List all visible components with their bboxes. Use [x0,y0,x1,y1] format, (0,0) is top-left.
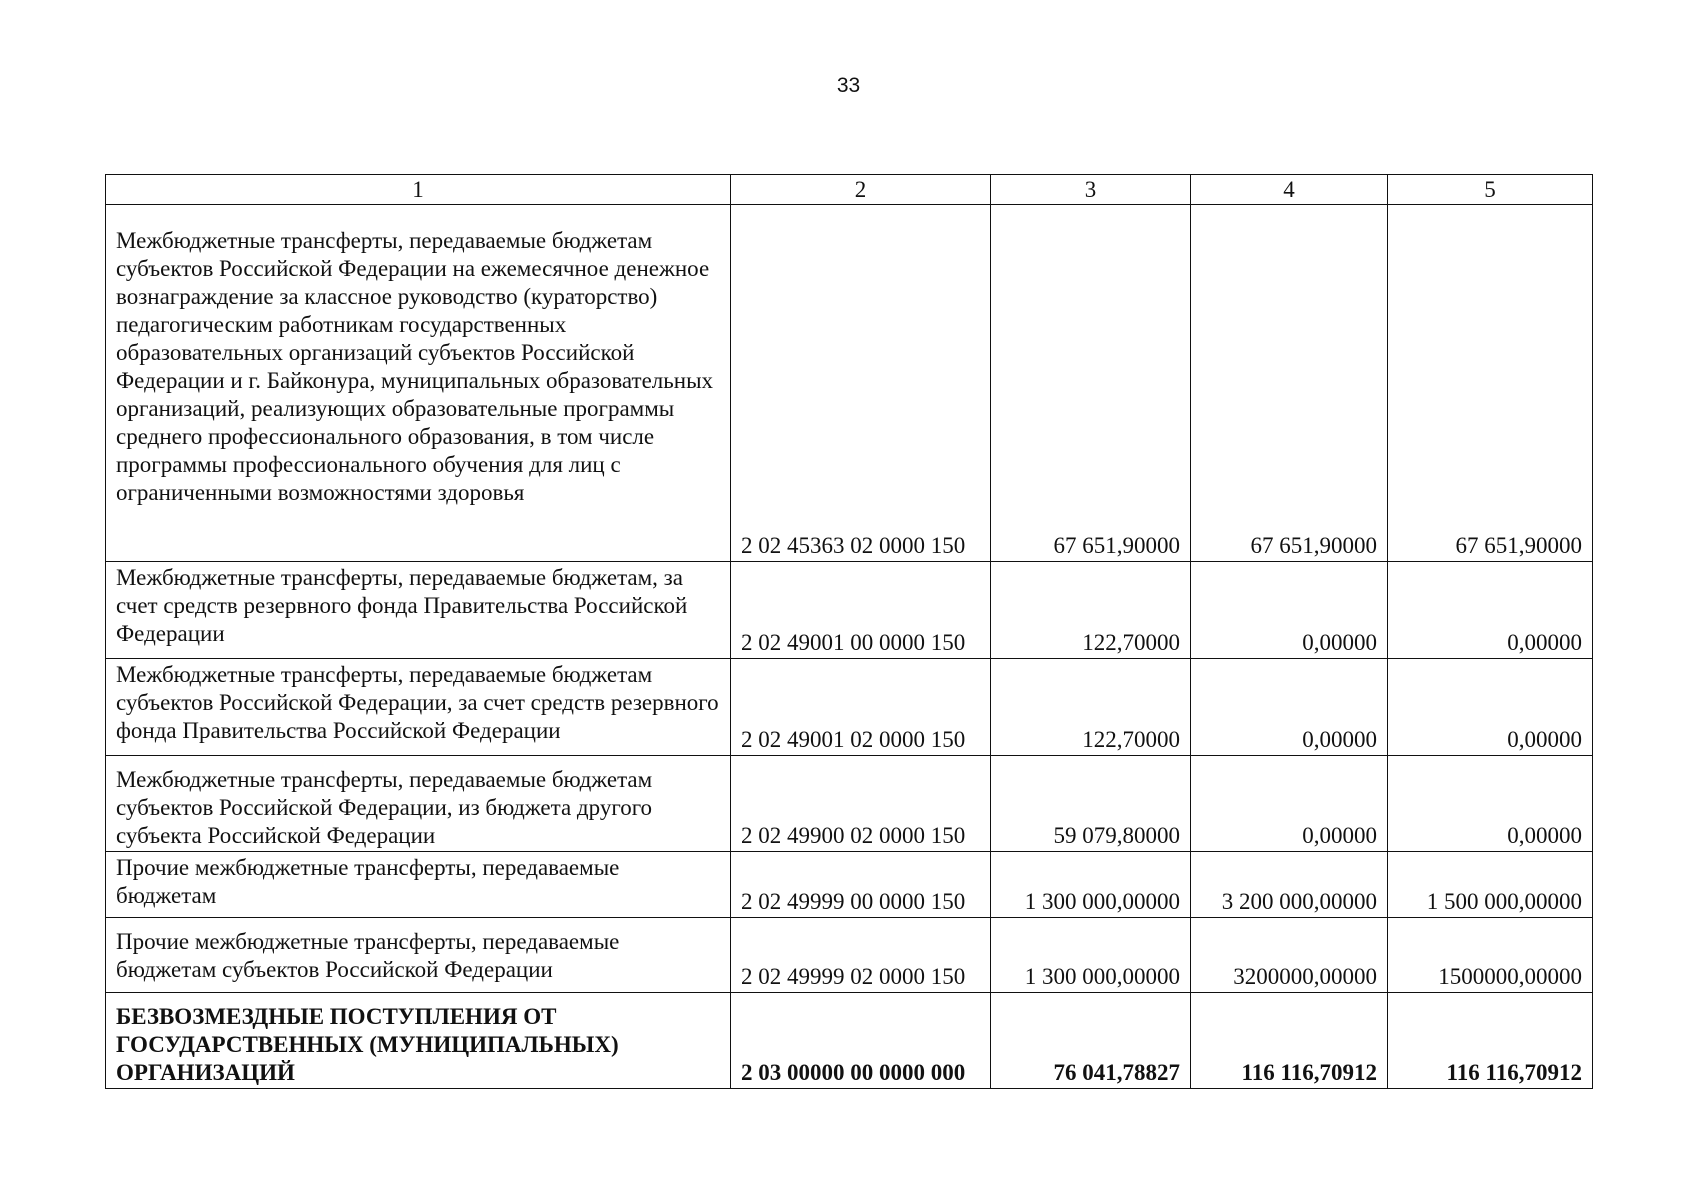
row-name: БЕЗВОЗМЕЗДНЫЕ ПОСТУПЛЕНИЯ ОТ ГОСУДАРСТВЕННЫХ (МУНИЦИПАЛЬНЫХ) ОРГАНИЗАЦИЙ [106,993,731,1089]
row-name: Прочие межбюджетные трансферты, передаваемые бюджетам субъектов Российской Федерации [106,918,731,993]
row-code: 2 02 45363 02 0000 150 [731,205,991,562]
row-name: Межбюджетные трансферты, передаваемые бюджетам субъектов Российской Федерации, из бюджета другого субъекта Российской Федерации [106,756,731,852]
row-value-3: 59 079,80000 [991,756,1191,852]
row-value-3: 76 041,78827 [991,993,1191,1089]
row-value-5: 0,00000 [1388,659,1593,756]
row-value-5: 1500000,00000 [1388,918,1593,993]
row-name: Межбюджетные трансферты, передаваемые бюджетам субъектов Российской Федерации на ежемесячное денежное вознаграждение за классное руководство (кураторство) педагогическим работникам государственных образовательных организаций субъектов Российской Федерации и г. Байконура, муниципальных образовательных организаций, реализующих образовательные программы среднего профессионального образования, в том числе программы профессионального обучения для лиц с ограниченными возможностями здоровья [106,205,731,562]
table-row-total [106,993,1593,1089]
row-value-3: 1 300 000,00000 [991,852,1191,918]
column-header-1: 1 [106,175,731,205]
row-code: 2 02 49999 00 0000 150 [731,852,991,918]
column-header-2: 2 [731,175,991,205]
row-value-5: 1 500 000,00000 [1388,852,1593,918]
row-value-5: 0,00000 [1388,756,1593,852]
table-row [106,205,1593,562]
row-code: 2 02 49001 02 0000 150 [731,659,991,756]
row-value-4: 0,00000 [1191,659,1388,756]
row-value-4: 3 200 000,00000 [1191,852,1388,918]
table-row [106,562,1593,659]
row-value-3: 67 651,90000 [991,205,1191,562]
row-name: Прочие межбюджетные трансферты, передаваемые бюджетам [106,852,731,918]
budget-table [105,174,1593,1089]
row-value-3: 122,70000 [991,562,1191,659]
row-value-4: 0,00000 [1191,756,1388,852]
row-value-4: 3200000,00000 [1191,918,1388,993]
row-value-3: 1 300 000,00000 [991,918,1191,993]
table-row [106,659,1593,756]
table-header-row [106,175,1593,205]
row-value-4: 0,00000 [1191,562,1388,659]
row-code: 2 02 49999 02 0000 150 [731,918,991,993]
row-name: Межбюджетные трансферты, передаваемые бюджетам, за счет средств резервного фонда Правительства Российской Федерации [106,562,731,659]
row-value-4: 116 116,70912 [1191,993,1388,1089]
page-number: 33 [836,74,861,97]
table-row [106,756,1593,852]
table-row [106,918,1593,993]
row-name: Межбюджетные трансферты, передаваемые бюджетам субъектов Российской Федерации, за счет средств резервного фонда Правительства Российской Федерации [106,659,731,756]
column-header-5: 5 [1388,175,1593,205]
row-value-4: 67 651,90000 [1191,205,1388,562]
row-value-5: 0,00000 [1388,562,1593,659]
row-value-3: 122,70000 [991,659,1191,756]
table-row [106,852,1593,918]
row-code: 2 03 00000 00 0000 000 [731,993,991,1089]
row-value-5: 67 651,90000 [1388,205,1593,562]
column-header-4: 4 [1191,175,1388,205]
row-code: 2 02 49001 00 0000 150 [731,562,991,659]
column-header-3: 3 [991,175,1191,205]
row-code: 2 02 49900 02 0000 150 [731,756,991,852]
row-value-5: 116 116,70912 [1388,993,1593,1089]
